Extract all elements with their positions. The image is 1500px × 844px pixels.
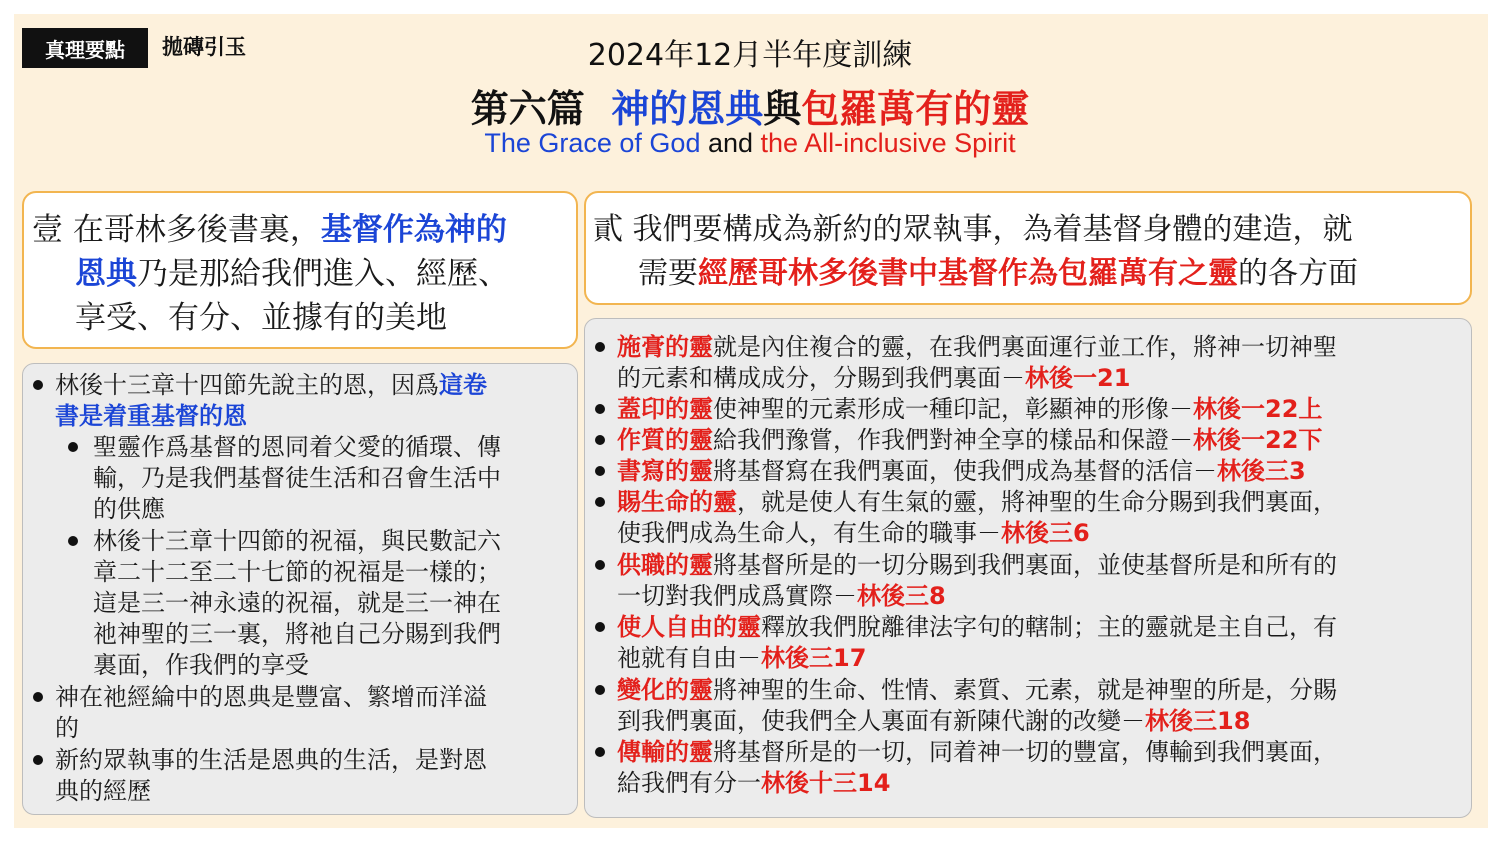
spirit-desc: 將基督寫在我們裏面，使我們成為基督的活信－ <box>713 457 1217 485</box>
bullet-icon <box>595 685 605 695</box>
left-sub-bullet-1-line-1: 聖靈作爲基督的恩同着父愛的循環、傳 <box>93 433 501 461</box>
spirit-desc: 使我們成為生命人，有生命的職事－ <box>617 519 1001 547</box>
left-bullet-1-text-a: 林後十三章十四節先說主的恩，因爲 <box>55 371 439 399</box>
training-title: 2024年12月半年度訓練 <box>587 38 913 73</box>
spirit-desc: 到我們裏面，使我們全人裏面有新陳代謝的改變－ <box>617 707 1145 735</box>
spirit-item-transmitting <box>617 737 1337 799</box>
spirit-term: 書寫的靈 <box>617 457 713 485</box>
left-sub-bullet-1 <box>93 432 501 525</box>
spirit-item-pledging <box>617 425 1322 456</box>
spirit-desc: 將基督所是的一切，同着神一切的豐富，傳輸到我們裏面， <box>713 738 1337 766</box>
scripture-ref: 林後三8 <box>857 582 946 610</box>
spirit-item-life-giving <box>617 487 1337 549</box>
left-sub-bullet-2-line-1: 林後十三章十四節的祝福，與民數記六 <box>93 527 501 555</box>
scripture-ref: 林後三6 <box>1001 519 1090 547</box>
spirit-desc: 將神聖的生命、性情、素質、元素，就是神聖的所是，分賜 <box>713 676 1337 704</box>
point-two-line-1 <box>593 208 1353 252</box>
bullet-icon <box>33 692 43 702</box>
left-bullet-3-line-1: 新約眾執事的生活是恩典的生活，是對恩 <box>55 746 487 774</box>
bullet-icon <box>595 435 605 445</box>
left-bullet-2-line-1: 神在祂經綸中的恩典是豐富、繁增而洋溢 <box>55 683 487 711</box>
bullet-icon <box>595 466 605 476</box>
spirit-term: 供職的靈 <box>617 551 713 579</box>
left-bullet-1 <box>55 370 487 432</box>
point-one-text-1b: 基督作為神的 <box>320 212 507 248</box>
left-bullet-1-line-1 <box>55 370 487 401</box>
spirit-desc: 的元素和構成成分，分賜到我們裏面－ <box>617 364 1025 392</box>
scripture-ref: 林後一22上 <box>1193 395 1323 423</box>
spirit-desc: 給我們豫嘗，作我們對神全享的樣品和保證－ <box>713 426 1193 454</box>
point-one-line-3: 享受、有分、並據有的美地 <box>75 300 447 336</box>
bullet-icon <box>33 755 43 765</box>
point-two-text-2b: 經歷哥林多後書中基督作為包羅萬有之靈 <box>698 256 1238 291</box>
subtitle-tag: 拋磚引玉 <box>162 35 246 59</box>
point-two-text-2c: 的各方面 <box>1238 256 1358 291</box>
left-sub-bullet-1-line-2: 輸，乃是我們基督徒生活和召會生活中 <box>93 464 501 492</box>
left-bullet-1-text-b: 這卷 <box>439 371 487 399</box>
bullet-icon <box>68 442 78 452</box>
spirit-term: 施膏的靈 <box>617 333 713 361</box>
title-spirit: 包羅萬有的靈 <box>801 87 1030 131</box>
spirit-item-transforming <box>617 675 1337 737</box>
spirit-desc: 使神聖的元素形成一種印記，彰顯神的形像－ <box>713 395 1193 423</box>
english-title-spirit: the All-inclusive Spirit <box>760 128 1016 158</box>
english-title <box>0 128 1500 159</box>
scripture-ref: 林後十三14 <box>761 769 891 797</box>
left-sub-bullet-2-line-2: 章二十二至二十七節的祝福是一樣的； <box>93 558 501 586</box>
spirit-desc: 祂就有自由－ <box>617 644 761 672</box>
spirit-term: 作質的靈 <box>617 426 713 454</box>
scripture-ref: 林後三17 <box>761 644 867 672</box>
left-bullet-2-line-2: 的 <box>55 714 79 742</box>
left-bullet-1-line-2: 書是着重基督的恩 <box>55 402 247 430</box>
spirit-desc: 就是內住複合的靈，在我們裏面運行並工作，將神一切神聖 <box>713 333 1337 361</box>
spirit-term: 使人自由的靈 <box>617 613 761 641</box>
spirit-desc: 釋放我們脫離律法字句的轄制；主的靈就是主自己，有 <box>761 613 1337 641</box>
scripture-ref: 林後三18 <box>1145 707 1251 735</box>
left-sub-bullet-2 <box>93 526 501 681</box>
topic-tag: 真理要點 <box>22 28 148 68</box>
scripture-ref: 林後一22下 <box>1193 426 1323 454</box>
left-sub-bullet-1-line-3: 的供應 <box>93 495 165 523</box>
spirit-item-sealing <box>617 394 1322 425</box>
bullet-icon <box>595 622 605 632</box>
bullet-icon <box>68 536 78 546</box>
chapter-number: 第六篇 <box>470 87 585 131</box>
bullet-icon <box>595 342 605 352</box>
point-one-text-2b: 乃是那給我們進入、經歷、 <box>137 256 509 292</box>
left-bullet-2 <box>55 682 487 744</box>
spirit-term: 蓋印的靈 <box>617 395 713 423</box>
spirit-desc: ，就是使人有生氣的靈，將神聖的生命分賜到我們裏面， <box>737 488 1337 516</box>
point-one-line-1 <box>32 208 507 252</box>
point-one-line-2 <box>75 252 509 296</box>
bullet-icon <box>595 560 605 570</box>
bullet-icon <box>595 497 605 507</box>
spirit-desc: 給我們有分一 <box>617 769 761 797</box>
point-two-line-2 <box>638 252 1358 296</box>
english-title-connector: and <box>700 128 761 158</box>
spirit-item-inscribing <box>617 456 1306 487</box>
spirit-desc: 將基督所是的一切分賜到我們裏面，並使基督所是和所有的 <box>713 551 1337 579</box>
spirit-desc: 一切對我們成爲實際－ <box>617 582 857 610</box>
point-two-label: 貳 <box>593 212 623 247</box>
chapter-title <box>0 78 1500 133</box>
spirit-term: 傳輸的靈 <box>617 738 713 766</box>
point-one-label: 壹 <box>32 212 63 248</box>
bullet-icon <box>595 747 605 757</box>
bullet-icon <box>595 404 605 414</box>
spirit-item-anointing <box>617 332 1337 394</box>
english-title-grace: The Grace of God <box>484 128 701 158</box>
scripture-ref: 林後三3 <box>1217 457 1306 485</box>
spirit-item-ministering <box>617 550 1337 612</box>
title-grace: 神的恩典 <box>611 87 764 131</box>
left-sub-bullet-2-line-3: 這是三一神永遠的祝福，就是三一神在 <box>93 589 501 617</box>
point-one-text-2a: 恩典 <box>75 256 137 292</box>
point-two-text-1: 我們要構成為新約的眾執事，為着基督身體的建造，就 <box>632 212 1353 247</box>
scripture-ref: 林後一21 <box>1025 364 1131 392</box>
left-bullet-3-line-2: 典的經歷 <box>55 777 151 805</box>
left-bullet-3 <box>55 745 487 807</box>
spirit-term: 變化的靈 <box>617 676 713 704</box>
spirit-term: 賜生命的靈 <box>617 488 737 516</box>
left-sub-bullet-2-line-5: 裏面，作我們的享受 <box>93 651 309 679</box>
point-two-text-2a: 需要 <box>638 256 698 291</box>
bullet-icon <box>33 380 43 390</box>
point-one-text-1a: 在哥林多後書裏， <box>72 212 321 248</box>
spirit-item-freeing <box>617 612 1337 674</box>
title-connector: 與 <box>763 87 802 131</box>
left-sub-bullet-2-line-4: 祂神聖的三一裏，將祂自己分賜到我們 <box>93 620 501 648</box>
